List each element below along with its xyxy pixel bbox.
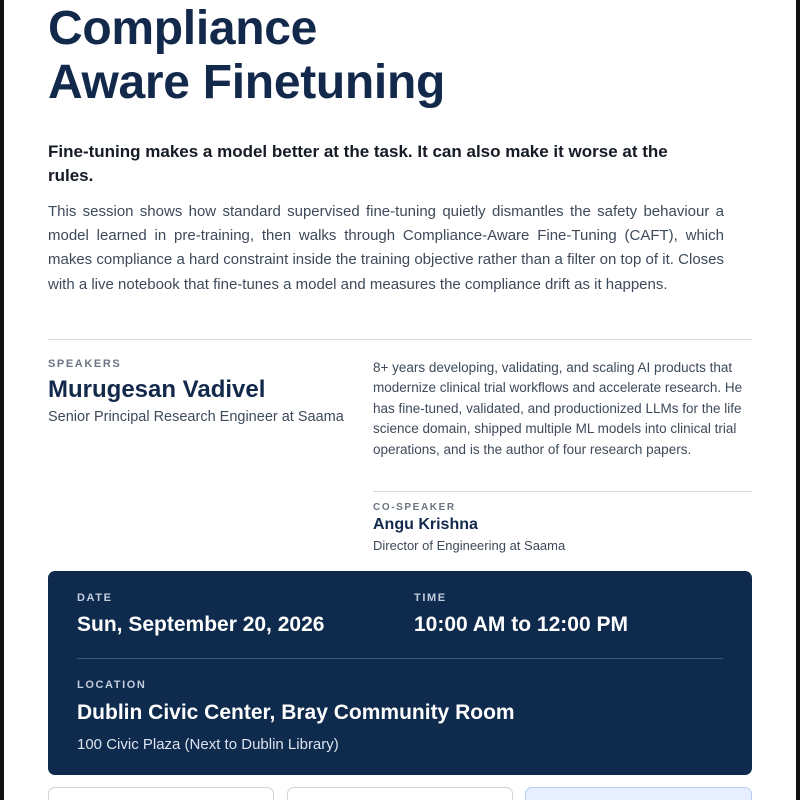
bottom-card-1[interactable]	[48, 787, 274, 800]
bottom-card-2[interactable]	[287, 787, 513, 800]
speaker-name: Murugesan Vadivel	[48, 376, 266, 403]
time-label: TIME	[414, 592, 447, 604]
location-label: LOCATION	[77, 679, 147, 691]
cospeaker-role: Director of Engineering at Saama	[373, 538, 566, 553]
lede-text: Fine-tuning makes a model better at the task. It can also make it worse at the rules.	[48, 142, 668, 185]
event-details-card	[48, 571, 752, 775]
date-value: Sun, September 20, 2026	[77, 613, 325, 636]
left-edge	[0, 0, 4, 800]
right-edge	[796, 0, 800, 800]
speaker-bio: 8+ years developing, validating, and scaling AI products that modernize clinical trial workflows and accelerate research. He has fine-tuned, validated, and productionized LLMs for the life science domain, shipped multiple ML models into clinical trial operations, and is the author of four research papers.	[373, 360, 743, 457]
page-title	[48, 2, 748, 110]
location-address: 100 Civic Plaza (Next to Dublin Library)	[77, 736, 339, 753]
title-line-2: Aware Finetuning	[48, 56, 446, 109]
session-description: This session shows how standard supervised fine-tuning quietly dismantles the safety behaviour a model learned in pre-training, then walks through Compliance-Aware Fine-Tuning (CAFT), which makes compliance a hard constraint inside the training objective rather than a filter on top of it. Closes with a live notebook that fine-tunes a model and measures the compliance drift as it happens.	[48, 203, 724, 293]
title-line-1: Compliance	[48, 2, 318, 55]
time-value: 10:00 AM to 12:00 PM	[414, 613, 628, 636]
bio-divider	[373, 491, 752, 492]
card-divider	[77, 658, 723, 659]
speaker-role: Senior Principal Research Engineer at Saama	[48, 409, 344, 425]
section-divider	[48, 339, 752, 340]
speakers-label: SPEAKERS	[48, 358, 122, 370]
cospeaker-label: CO-SPEAKER	[373, 502, 456, 513]
bottom-card-3[interactable]	[525, 787, 752, 800]
location-value: Dublin Civic Center, Bray Community Room	[77, 701, 515, 724]
cospeaker-name: Angu Krishna	[373, 516, 478, 533]
date-label: DATE	[77, 592, 113, 604]
